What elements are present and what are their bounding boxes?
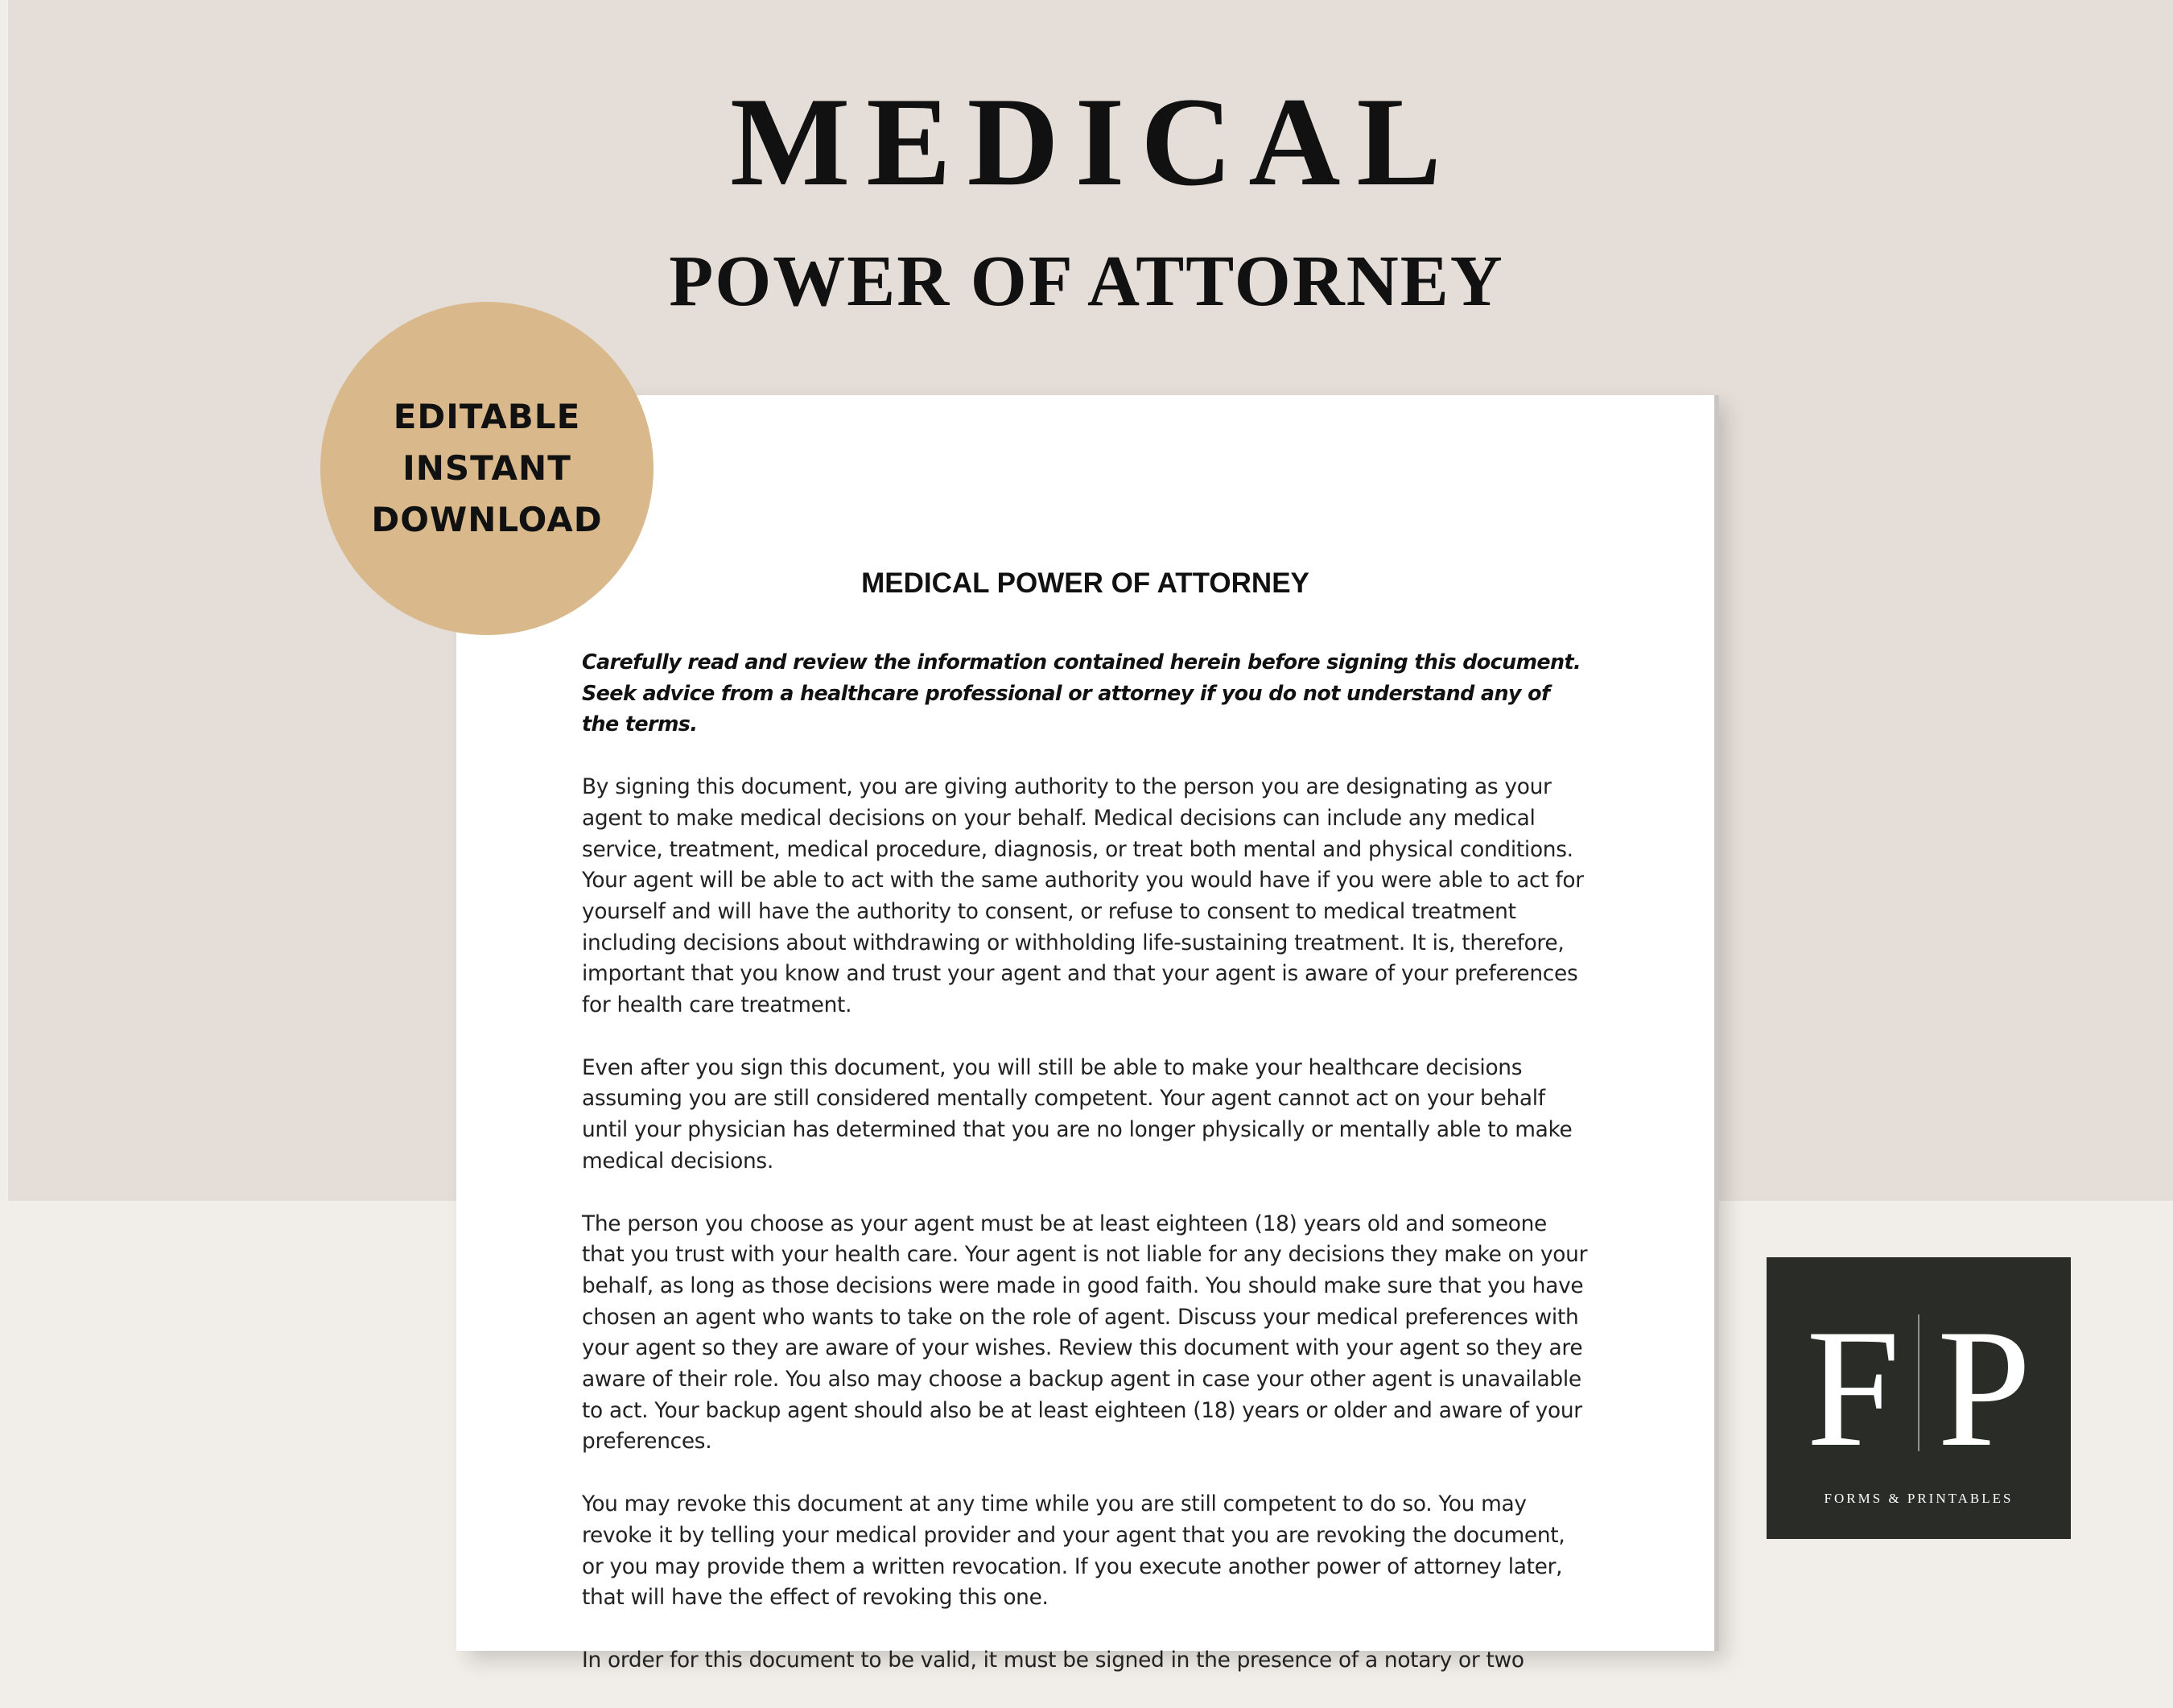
document-paragraph: By signing this document, you are giving authority to the person you are designating as your agent to make medical decisions on your behalf. Medical decisions can include any medical service, treatment, medical procedure, diagnosis, or treat both mental and physical conditions. Your agent will be able to act with the same authority you would have if you were able to act for yourself and will have the authority to consent, or refuse to consent to medical treatment including decisions about withdrawing or withholding life-sustaining treatment. It is, therefore, important that you know and trust your agent and that your agent is aware of your preferences for health care treatment. (582, 774, 1584, 1018)
document-page-preview (456, 395, 1714, 1673)
document-title: MEDICAL POWER OF ATTORNEY (861, 567, 1309, 599)
document-paragraph: Even after you sign this document, you will still be able to make your healthcare decisions assuming you are still considered mentally competent. Your agent cannot act on your behalf until your physician has determined that you are no longer physically or mentally able to make medical decisions. (582, 1054, 1573, 1174)
document-paragraph: In order for this document to be valid, it must be signed in the presence of a notary or two (582, 1647, 1524, 1673)
document-body (582, 646, 1588, 1708)
brand-logo (1767, 1257, 2071, 1539)
page-title: MEDICAL (730, 72, 1458, 212)
badge-line: EDITABLE (393, 397, 581, 436)
logo-letter-p: P (1937, 1295, 2031, 1482)
logo-divider (1918, 1314, 1919, 1451)
document-paragraph: The person you choose as your agent must be at least eighteen (18) years old and someone that you trust with your health care. Your agent is not liable for any decisions they make on your behalf, as long as those decisions were made in good faith. You should make sure that you have chosen an agent who wants to take on the role of agent. Discuss your medical preferences with your agent so they are aware of your wishes. Review this document with your agent so they are aware of their role. You also may choose a backup agent in case your other agent is unavailable to act. Your backup agent should also be at least eighteen (18) years or older and aware of your preferences. (582, 1211, 1588, 1454)
logo-tagline: FORMS & PRINTABLES (1824, 1491, 2014, 1506)
badge-line: DOWNLOAD (371, 500, 603, 539)
document-warning: Carefully read and review the information contained herein before signing this document. Seek advice from a healthcare professional or attorney if you do not understand any of the terms. (582, 650, 1581, 736)
badge-line: INSTANT (402, 448, 571, 488)
page-subtitle: POWER OF ATTORNEY (669, 241, 1504, 321)
logo-letter-f: F (1806, 1295, 1900, 1482)
document-paragraph: You may revoke this document at any time while you are still competent to do so. You may revoke it by telling your medical provider and your agent that you are revoking the document, or you may provide them a written revocation. If you execute another power of attorney later, that will have the effect of revoking this one. (582, 1491, 1565, 1611)
logo-monogram (1767, 1295, 2071, 1482)
editable-badge (320, 302, 654, 635)
